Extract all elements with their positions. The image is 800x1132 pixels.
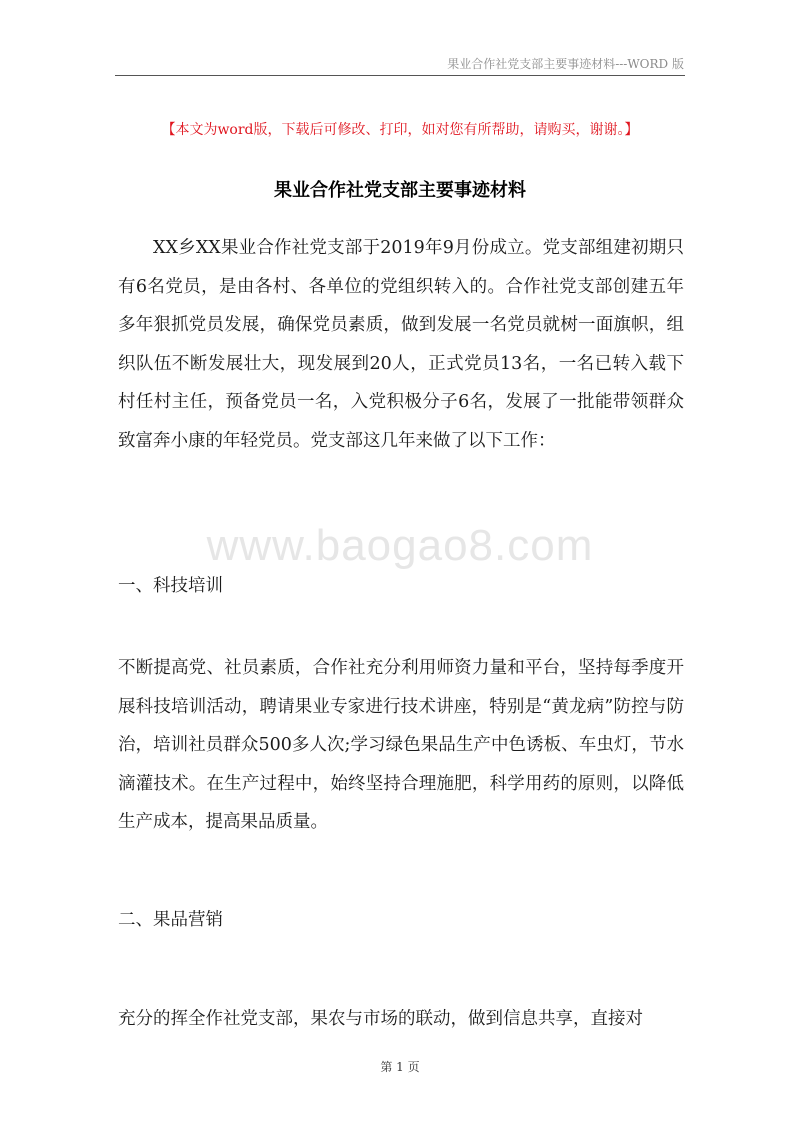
page-number: 第 1 页 bbox=[380, 1060, 420, 1074]
section-heading-fruit-marketing: 二、果品营销 bbox=[118, 910, 223, 930]
header-divider bbox=[115, 75, 685, 76]
document-title: 果业合作社党支部主要事迹材料 bbox=[274, 180, 526, 201]
purchase-notice: 【本文为word版，下载后可修改、打印，如对您有所帮助，请购买，谢谢。】 bbox=[161, 122, 639, 138]
section-body-tech-training: 不断提高党、社员素质，合作社充分利用师资力量和平台，坚持每季度开展科技培训活动，聘请果业专家进行技术讲座，特别是“黄龙病”防控与防治，培训社员群众500多人次;学习绿色果品生产中色诱板、车虫灯，节水滴灌技术。在生产过程中，始终坚持合理施肥，科学用药的原则，以降低生产成本，提高果品质量。 bbox=[118, 658, 684, 832]
section-body-fruit-marketing: 充分的挥全作社党支部，果农与市场的联动，做到信息共享，直接对 bbox=[118, 1009, 643, 1029]
running-header: 果业合作社党支部主要事迹材料---WORD 版 bbox=[447, 57, 684, 71]
section-heading-tech-training: 一、科技培训 bbox=[118, 576, 223, 596]
intro-paragraph: XX乡XX果业合作社党支部于2019年9月份成立。党支部组建初期只有6名党员，是由各村、各单位的党组织转入的。合作社党支部创建五年多年狠抓党员发展，确保党员素质，做到发展一名党员就树一面旗帜，组织队伍不断发展壮大，现发展到20人，正式党员13名，一名已转入载下村任村主任，预备党员一名，入党积极分子6名，发展了一批能带领群众致富奔小康的年轻党员。党支部这几年来做了以下工作： bbox=[118, 238, 684, 451]
watermark: www.baogao8.com bbox=[206, 521, 594, 570]
